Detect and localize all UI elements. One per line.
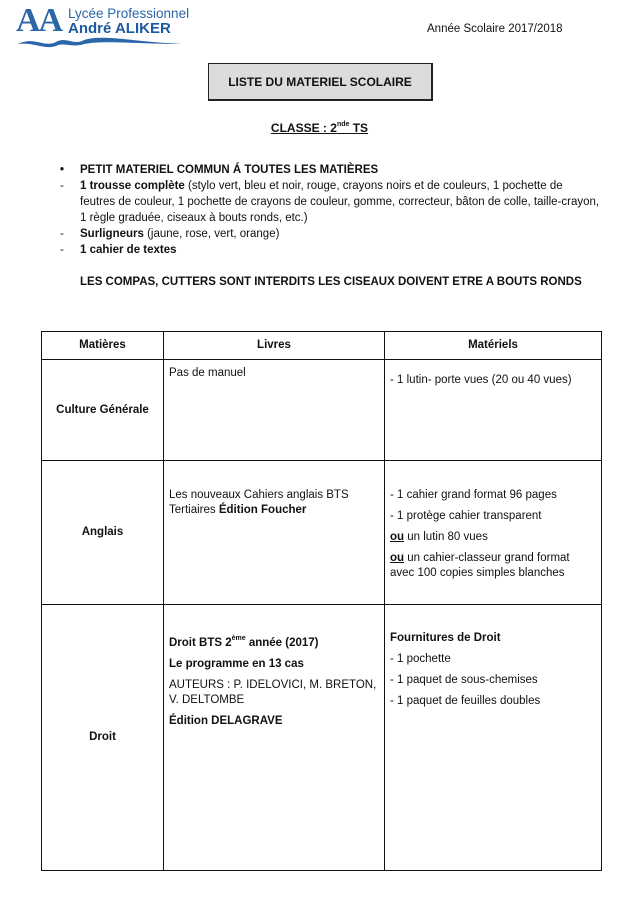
material-item bbox=[390, 551, 597, 581]
material-item: - 1 cahier grand format 96 pages bbox=[390, 489, 557, 501]
material-item: - 1 pochette bbox=[390, 653, 451, 665]
books-cell bbox=[164, 461, 385, 605]
book-text: Pas de manuel bbox=[169, 367, 246, 379]
book-edition: Édition DELAGRAVE bbox=[169, 715, 283, 727]
material-text: un lutin 80 vues bbox=[404, 531, 488, 543]
bullet-icon: • bbox=[60, 164, 65, 176]
material-item: - 1 protège cahier transparent bbox=[390, 510, 542, 522]
books-cell bbox=[164, 360, 385, 461]
materials-cell bbox=[385, 461, 602, 605]
book-edition: Édition Foucher bbox=[218, 504, 307, 516]
school-logo bbox=[14, 2, 190, 50]
logo-line1: Lycée Professionnel bbox=[68, 6, 190, 21]
material-item: - 1 paquet de sous-chemises bbox=[390, 674, 538, 686]
book-title: Les nouveaux Cahiers anglais BTS Tertiaires bbox=[169, 489, 349, 516]
logo-initials: AA bbox=[16, 2, 62, 39]
list-item bbox=[60, 226, 600, 242]
common-supplies-list bbox=[60, 162, 600, 258]
header-books: Livres bbox=[164, 332, 385, 360]
header-materials: Matériels bbox=[385, 332, 602, 360]
table-row bbox=[42, 360, 602, 461]
books-cell bbox=[164, 605, 385, 871]
school-year: Année Scolaire 2017/2018 bbox=[427, 23, 563, 35]
list-item bbox=[60, 178, 600, 226]
dash-icon: - bbox=[60, 244, 64, 256]
subject-cell: Anglais bbox=[42, 461, 164, 605]
supplies-table bbox=[41, 331, 602, 871]
class-sup: nde bbox=[336, 121, 350, 128]
class-prefix: CLASSE : 2 bbox=[270, 121, 337, 135]
book-authors: AUTEURS : P. IDELOVICI, M. BRETON, V. DELTOMBE bbox=[169, 679, 377, 706]
subject-cell: Culture Générale bbox=[42, 360, 164, 461]
class-suffix: TS bbox=[349, 121, 369, 135]
list-item-text: (stylo vert, bleu et noir, rouge, crayons noirs et de couleurs, 1 pochette de feutres de couleur, 1 pochette de crayons de couleur, gomme, correcteur, bâton de colle, taille-crayon, 1 règle graduée, ciseaux à bouts ronds, etc.) bbox=[80, 180, 600, 224]
table-row bbox=[42, 461, 602, 605]
materials-cell bbox=[385, 360, 602, 461]
list-item bbox=[60, 242, 600, 258]
material-item bbox=[390, 530, 597, 545]
document-title bbox=[208, 63, 433, 101]
logo-line2: André ALIKER bbox=[68, 20, 171, 37]
book-subtitle: Le programme en 13 cas bbox=[169, 658, 304, 670]
material-item: - 1 lutin- porte vues (20 ou 40 vues) bbox=[390, 374, 572, 386]
table-header-row bbox=[42, 332, 602, 360]
class-label bbox=[0, 121, 639, 135]
header-subjects: Matières bbox=[42, 332, 164, 360]
or-label: ou bbox=[390, 531, 405, 543]
logo-wave-icon bbox=[14, 32, 184, 50]
warning-text: LES COMPAS, CUTTERS SONT INTERDITS LES CISEAUX DOIVENT ETRE A BOUTS RONDS bbox=[80, 276, 582, 288]
list-item-bold: Surligneurs bbox=[80, 228, 144, 240]
document-title-text: LISTE DU MATERIEL SCOLAIRE bbox=[228, 74, 412, 89]
materials-heading: Fournitures de Droit bbox=[390, 632, 501, 644]
dash-icon: - bbox=[60, 180, 64, 192]
common-supplies-heading bbox=[60, 162, 600, 178]
list-item-bold: 1 cahier de textes bbox=[80, 244, 177, 256]
material-text: un cahier-classeur grand format avec 100 copies simples blanches bbox=[390, 552, 570, 579]
list-item-bold: 1 trousse complète bbox=[80, 180, 185, 192]
book-title-suffix: année (2017) bbox=[245, 637, 319, 649]
dash-icon: - bbox=[60, 228, 64, 240]
common-heading-text: PETIT MATERIEL COMMUN Á TOUTES LES MATIÈRES bbox=[80, 164, 379, 176]
book-title-prefix: Droit BTS 2 bbox=[169, 637, 232, 649]
list-item-text: (jaune, rose, vert, orange) bbox=[143, 228, 280, 240]
book-title bbox=[169, 631, 380, 651]
book-title-sup: ème bbox=[231, 635, 246, 642]
or-label: ou bbox=[390, 552, 405, 564]
materials-cell bbox=[385, 605, 602, 871]
subject-cell: Droit bbox=[42, 605, 164, 871]
book-text bbox=[169, 488, 380, 518]
table-row bbox=[42, 605, 602, 871]
material-item: - 1 paquet de feuilles doubles bbox=[390, 695, 541, 707]
